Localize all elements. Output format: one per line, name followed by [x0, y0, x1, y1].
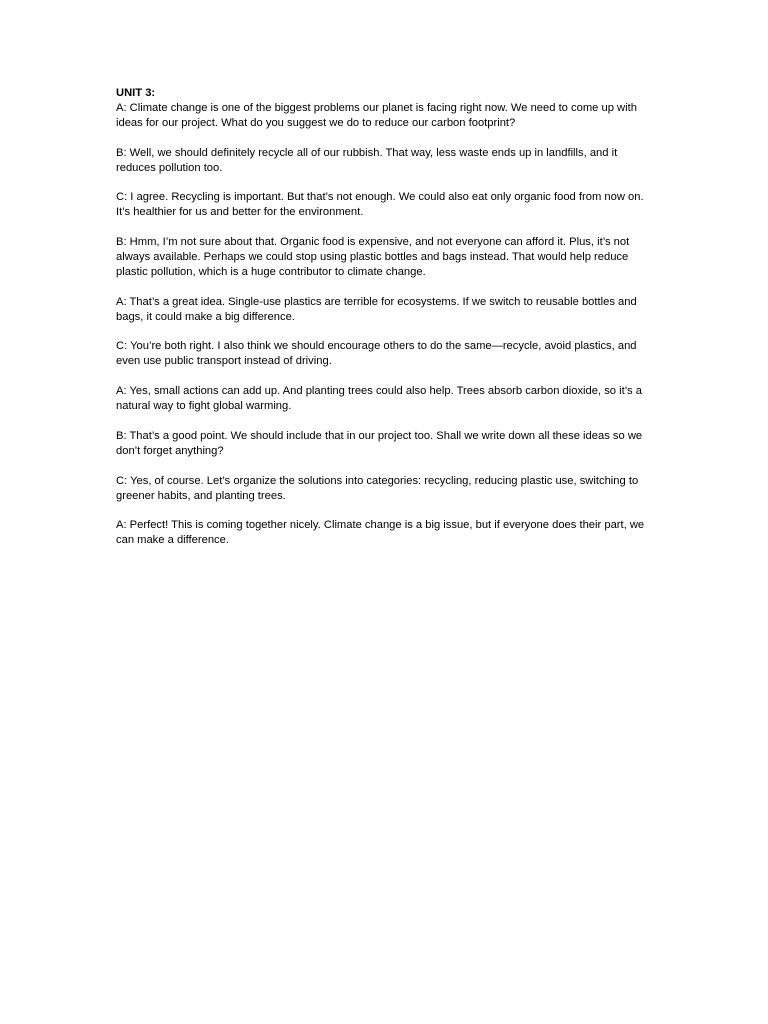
- dialogue-paragraph: A: Climate change is one of the biggest problems our planet is facing right now. We need to come up with ideas for our project. What do you suggest we do to reduce our carbon footprint?: [116, 102, 637, 129]
- unit-title: UNIT 3:: [116, 87, 156, 99]
- dialogue-paragraph: C: Yes, of course. Let’s organize the solutions into categories: recycling, reducing plastic use, switching to greener habits, and planting trees.: [116, 474, 639, 502]
- document-body: [116, 86, 656, 563]
- dialogue-paragraph: A: Yes, small actions can add up. And planting trees could also help. Trees absorb carbon dioxide, so it’s a natural way to fight global warming.: [116, 385, 642, 413]
- dialogue-paragraph: A: Perfect! This is coming together nicely. Climate change is a big issue, but if everyone does their part, we can make a difference.: [116, 519, 645, 547]
- dialogue-paragraph: C: You’re both right. I also think we should encourage others to do the same—recycle, avoid plastics, and even use public transport instead of driving.: [116, 340, 637, 368]
- dialogue-paragraph: A: That’s a great idea. Single-use plastics are terrible for ecosystems. If we switch to reusable bottles and bags, it could make a big difference.: [116, 295, 637, 323]
- dialogue-paragraph: B: Well, we should definitely recycle all of our rubbish. That way, less waste ends up in landfills, and it reduces pollution too.: [116, 146, 618, 174]
- dialogue-paragraph: B: That’s a good point. We should include that in our project too. Shall we write down all these ideas so we don’t forget anything?: [116, 429, 643, 457]
- dialogue-paragraph: B: Hmm, I’m not sure about that. Organic food is expensive, and not everyone can afford it. Plus, it’s not always available. Perhaps we could stop using plastic bottles and bags instead. That would help reduce plastic pollution, which is a huge contributor to climate change.: [116, 236, 630, 279]
- dialogue-paragraph: C: I agree. Recycling is important. But that’s not enough. We could also eat only organic food from now on. It’s healthier for us and better for the environment.: [116, 191, 644, 219]
